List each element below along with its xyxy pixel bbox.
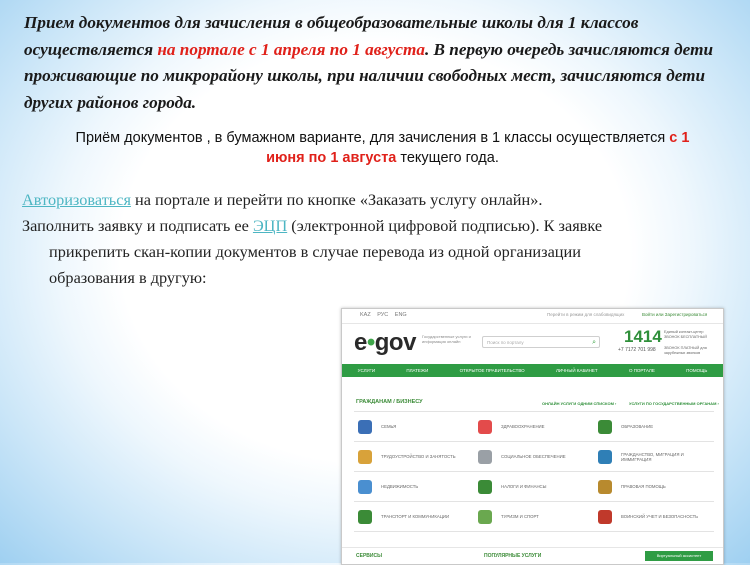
logo-e: e [354,329,367,356]
category-item[interactable] [474,412,594,441]
category-item[interactable] [354,472,474,501]
contact-phone-2: +7 7172 701 998 [618,347,656,353]
category-item[interactable] [474,442,594,471]
category-icon [358,420,372,434]
category-item[interactable] [354,412,474,441]
intro-paragraph [24,10,736,116]
category-item[interactable] [354,502,474,531]
assistant-button[interactable]: Виртуальный ассистент [645,551,713,561]
category-icon [598,480,612,494]
fill-text-end: (электронной цифровой подписью). К заявке [287,216,603,235]
category-label: ГРАЖДАНСТВО, МИГРАЦИЯ И ИММИГРАЦИЯ [621,451,684,462]
steps-paragraph [22,187,730,291]
category-item[interactable] [354,442,474,471]
search-input[interactable] [482,336,600,348]
section-title: ГРАЖДАНАМ / БИЗНЕСУ [356,399,423,405]
category-grid [354,411,714,532]
intro-text: Прием документов для зачисления в общеобразовательные школы для 1 классов осуществляется [24,13,639,59]
category-icon [478,450,492,464]
paper-paragraph [70,128,695,168]
intro-text-end: . В первую очередь зачисляются дети проживающие по микрорайону школы, при наличии свободных мест, зачисляются дети других районов города. [24,39,714,112]
contact-phone-note: Единый контакт-центр ЗВОНОК БЕСПЛАТНЫЙ [664,330,707,339]
attach-text: прикрепить скан-копии документов в случае перевода из одной организации [49,242,581,261]
egov-nav [342,364,723,377]
category-label: ОБРАЗОВАНИЕ [621,424,654,429]
category-item[interactable] [474,472,594,501]
lang-kaz[interactable]: KAZ [360,312,371,318]
category-item[interactable] [474,502,594,531]
category-item[interactable] [594,412,714,441]
category-icon [358,480,372,494]
lang-rus[interactable]: РУС [377,312,389,318]
footer-popular: ПОПУЛЯРНЫЕ УСЛУГИ [484,553,542,559]
category-label: ВОИНСКИЙ УЧЕТ И БЕЗОПАСНОСТЬ [621,514,699,519]
logo-dot: • [366,329,375,356]
language-switcher [360,312,412,318]
nav-open-gov[interactable]: ОТКРЫТОЕ ПРАВИТЕЛЬСТВО [459,368,525,373]
egov-footer [342,547,723,565]
category-row [354,502,714,532]
contact-phone-2-note: ЗВОНОК ПЛАТНЫЙ для зарубежных звонков [664,346,707,355]
auth-link[interactable]: Авторизоваться [22,190,131,209]
paper-text: Приём документов , в бумажном варианте, для зачисления в 1 классы осуществляется [75,130,670,146]
category-label: ТУРИЗМ И СПОРТ [501,514,539,519]
egov-topbar [342,309,723,324]
intro-highlight: на портале с 1 апреля по 1 августа [157,39,425,59]
category-label: СОЦИАЛЬНОЕ ОБЕСПЕЧЕНИЕ [501,454,566,459]
nav-cabinet[interactable]: ЛИЧНЫЙ КАБИНЕТ [555,368,598,373]
egov-logo [354,329,416,357]
contact-phone: 1414 [624,327,662,346]
category-icon [478,510,492,524]
search-placeholder: Поиск по порталу [487,340,524,345]
category-item[interactable] [594,502,714,531]
category-icon [598,420,612,434]
auth-text: на портале и перейти по кнопке «Заказать услугу онлайн». [130,190,543,209]
ecp-link[interactable]: ЭЦП [252,216,288,235]
attach-text-end: образования в другую: [49,268,207,287]
paper-highlight: с 1 июня по 1 августа [266,130,690,166]
category-row [354,442,714,472]
online-list-link[interactable]: ОНЛАЙН УСЛУГИ ОДНИМ СПИСКОМ › [542,401,617,406]
nav-help[interactable]: ПОМОЩЬ [686,368,708,373]
category-icon [478,420,492,434]
category-label: НАЛОГИ И ФИНАНСЫ [501,484,547,489]
category-item[interactable] [594,442,714,471]
category-label: ТРУДОУСТРОЙСТВО И ЗАНЯТОСТЬ [381,454,456,459]
accessibility-link[interactable]: Перейти в режим для слабовидящих [547,312,625,317]
nav-payments[interactable]: ПЛАТЕЖИ [406,368,429,373]
egov-screenshot [341,308,724,565]
category-row [354,412,714,442]
category-item[interactable] [594,472,714,501]
logo-gov: gov [374,329,416,356]
category-label: ПРАВОВАЯ ПОМОЩЬ [621,484,666,489]
category-label: СЕМЬЯ [381,424,397,429]
category-icon [478,480,492,494]
category-label: ТРАНСПОРТ И КОММУНИКАЦИИ [381,514,450,519]
category-icon [358,450,372,464]
footer-services: СЕРВИСЫ [356,553,382,559]
nav-about[interactable]: О ПОРТАЛЕ [628,368,655,373]
lang-eng[interactable]: ENG [394,312,407,318]
fill-text: Заполнить заявку и подписать ее [22,216,253,235]
category-icon [358,510,372,524]
category-icon [598,510,612,524]
category-row [354,472,714,502]
category-label: НЕДВИЖИМОСТЬ [381,484,419,489]
gov-list-link[interactable]: УСЛУГИ ПО ГОСУДАРСТВЕННЫМ ОРГАНАМ › [629,401,719,406]
egov-tagline: Государственные услуги и информация онлайн [422,334,471,344]
nav-services[interactable]: УСЛУГИ [357,368,376,373]
paper-text-end: текущего года. [396,150,499,166]
login-link[interactable]: Войти или Зарегистрироваться [642,312,708,317]
category-icon [598,450,612,464]
search-icon[interactable]: ⌕ [592,339,596,346]
category-label: ЗДРАВООХРАНЕНИЕ [501,424,545,429]
